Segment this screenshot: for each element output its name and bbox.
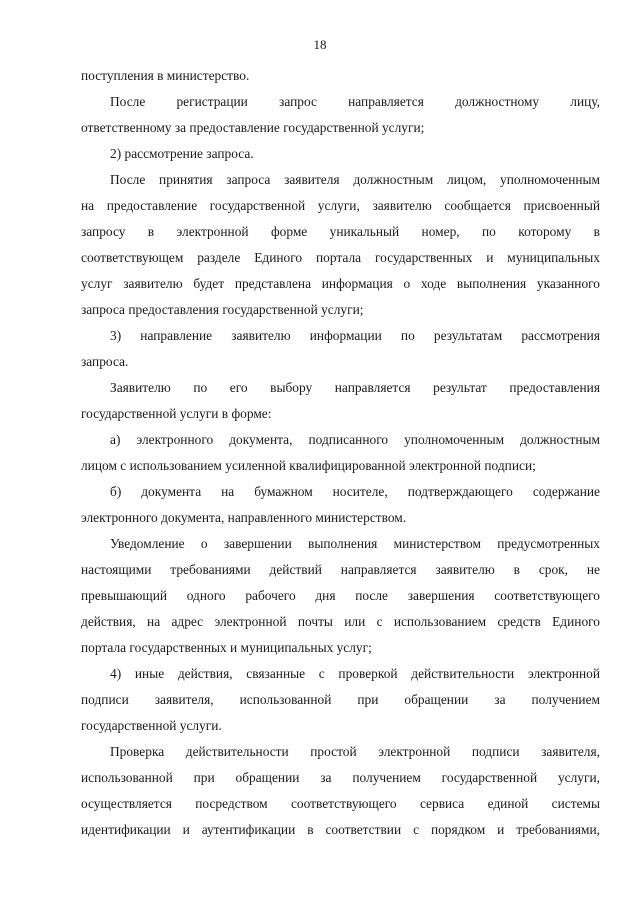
text-line: идентификации и аутентификации в соответствии с порядком и требованиями, [81, 822, 600, 837]
text-line: услуг заявителю будет представлена информация о ходе выполнения указанного [81, 276, 600, 291]
text-line: После принятия запроса заявителя должностным лицом, уполномоченным [110, 172, 600, 187]
text-line: поступления в министерство. [81, 68, 250, 83]
text-line: Заявителю по его выбору направляется результат предоставления [110, 380, 600, 395]
text-line: лицом с использованием усиленной квалифицированной электронной подписи; [81, 458, 536, 473]
text-line: осуществляется посредством соответствующего сервиса единой системы [81, 796, 600, 811]
text-line: 2) рассмотрение запроса. [110, 146, 254, 161]
text-line: 4) иные действия, связанные с проверкой действительности электронной [110, 666, 600, 681]
text-line: запроса предоставления государственной услуги; [81, 302, 364, 317]
text-line: а) электронного документа, подписанного уполномоченным должностным [110, 432, 600, 447]
text-line: После регистрации запрос направляется должностному лицу, [110, 94, 600, 109]
text-line: портала государственных и муниципальных услуг; [81, 640, 372, 655]
page-number: 18 [313, 37, 327, 52]
text-line: Проверка действительности простой электронной подписи заявителя, [110, 744, 600, 759]
document-body [81, 63, 600, 843]
text-line: запросу в электронной форме уникальный номер, по которому в [81, 224, 600, 239]
text-line: государственной услуги в форме: [81, 406, 272, 421]
text-line: электронного документа, направленного министерством. [81, 510, 407, 525]
text-line: ответственному за предоставление государственной услуги; [81, 120, 425, 135]
text-line: Уведомление о завершении выполнения министерством предусмотренных [110, 536, 600, 551]
text-line: государственной услуги. [81, 718, 222, 733]
text-line: действия, на адрес электронной почты или с использованием средств Единого [81, 614, 600, 629]
text-line: 3) направление заявителю информации по результатам рассмотрения [110, 328, 600, 343]
text-line: соответствующем разделе Единого портала государственных и муниципальных [81, 250, 600, 265]
text-line: использованной при обращении за получением государственной услуги, [81, 770, 600, 785]
text-line: на предоставление государственной услуги, заявителю сообщается присвоенный [81, 198, 600, 213]
text-line: подписи заявителя, использованной при обращении за получением [81, 692, 600, 707]
text-line: превышающий одного рабочего дня после завершения соответствующего [81, 588, 600, 603]
text-line: б) документа на бумажном носителе, подтверждающего содержание [110, 484, 600, 499]
text-line: настоящими требованиями действий направляется заявителю в срок, не [81, 562, 600, 577]
text-line: запроса. [81, 354, 129, 369]
